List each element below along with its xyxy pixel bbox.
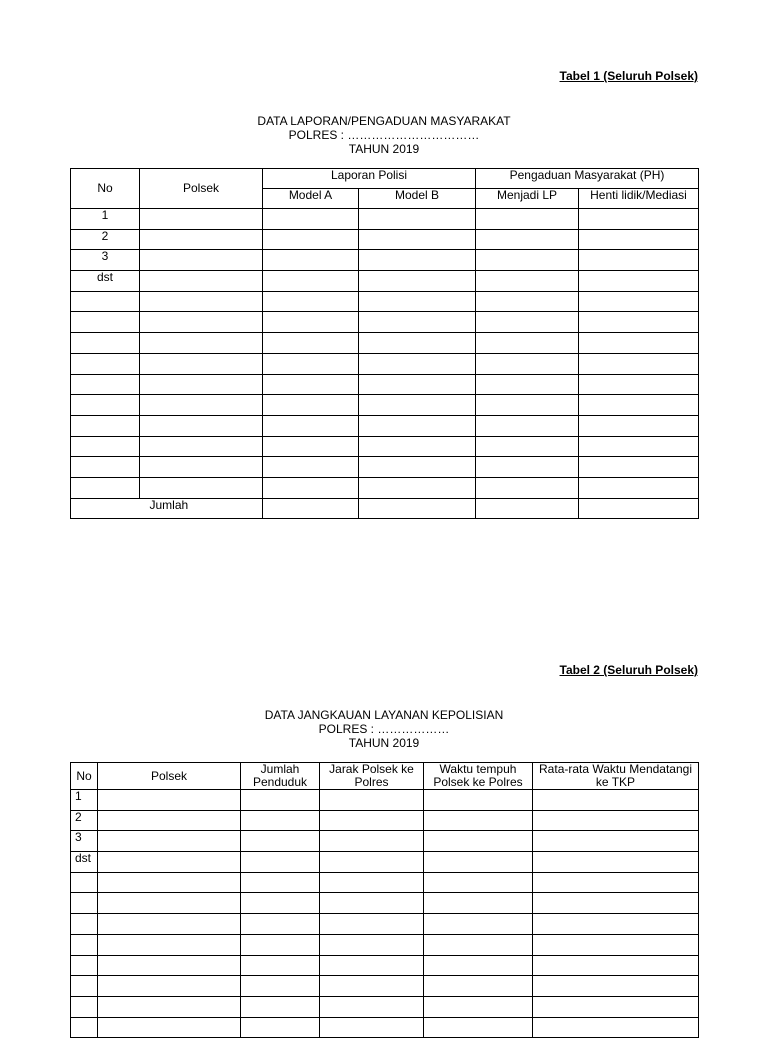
table-cell[interactable] bbox=[241, 934, 320, 955]
row-number bbox=[71, 976, 98, 997]
table-cell[interactable] bbox=[263, 312, 359, 333]
table-row bbox=[71, 893, 699, 914]
header-polsek: Polsek bbox=[140, 169, 263, 209]
table-cell[interactable] bbox=[98, 810, 241, 831]
table-cell[interactable] bbox=[320, 934, 424, 955]
table-row bbox=[71, 209, 699, 230]
table-cell[interactable] bbox=[241, 976, 320, 997]
table-cell[interactable] bbox=[533, 872, 699, 893]
table-cell[interactable] bbox=[476, 333, 579, 354]
table-cell[interactable] bbox=[140, 333, 263, 354]
table-cell[interactable] bbox=[241, 996, 320, 1017]
table-row bbox=[71, 831, 699, 852]
total-label bbox=[140, 498, 263, 519]
table-cell[interactable] bbox=[98, 1017, 241, 1038]
table1-header-row bbox=[71, 169, 699, 189]
table2-title-block bbox=[0, 708, 768, 750]
table-cell[interactable] bbox=[579, 271, 699, 292]
table-cell[interactable] bbox=[140, 271, 263, 292]
table-cell[interactable] bbox=[320, 914, 424, 935]
row-number bbox=[71, 914, 98, 935]
table-cell[interactable] bbox=[359, 374, 476, 395]
total-spacer bbox=[71, 498, 140, 519]
table-cell[interactable] bbox=[359, 436, 476, 457]
row-number: 3 bbox=[71, 831, 98, 852]
table-cell[interactable] bbox=[98, 934, 241, 955]
header-no: No bbox=[71, 169, 140, 209]
table1-body bbox=[71, 209, 699, 499]
table-cell[interactable] bbox=[533, 996, 699, 1017]
table-cell[interactable] bbox=[579, 395, 699, 416]
table1-title-line: DATA LAPORAN/PENGADUAN MASYARAKAT bbox=[257, 114, 511, 128]
table-cell[interactable] bbox=[140, 374, 263, 395]
table-row bbox=[71, 415, 699, 436]
table-cell[interactable] bbox=[359, 291, 476, 312]
table-row bbox=[71, 872, 699, 893]
table-cell[interactable] bbox=[241, 893, 320, 914]
table-cell[interactable] bbox=[98, 790, 241, 811]
header-model-b: Model B bbox=[359, 189, 476, 209]
table-cell[interactable] bbox=[263, 250, 359, 271]
table-cell[interactable] bbox=[579, 353, 699, 374]
header-no: No bbox=[71, 763, 98, 790]
header-polsek: Polsek bbox=[98, 763, 241, 790]
table-cell[interactable] bbox=[359, 312, 476, 333]
table-row bbox=[71, 333, 699, 354]
table-cell[interactable] bbox=[424, 934, 533, 955]
table-cell[interactable] bbox=[98, 893, 241, 914]
header-menjadi-lp: Menjadi LP bbox=[476, 189, 579, 209]
table-cell[interactable] bbox=[140, 229, 263, 250]
table-cell[interactable] bbox=[579, 333, 699, 354]
table-cell[interactable] bbox=[140, 291, 263, 312]
table-row bbox=[71, 810, 699, 831]
table-cell[interactable] bbox=[476, 477, 579, 498]
table-cell[interactable] bbox=[579, 291, 699, 312]
table-cell[interactable] bbox=[533, 831, 699, 852]
table-cell[interactable] bbox=[263, 477, 359, 498]
table-cell[interactable] bbox=[579, 477, 699, 498]
table-row bbox=[71, 395, 699, 416]
table-cell[interactable] bbox=[241, 790, 320, 811]
row-number bbox=[71, 353, 140, 374]
header-model-a: Model A bbox=[263, 189, 359, 209]
row-number: 3 bbox=[71, 250, 140, 271]
table-cell[interactable] bbox=[263, 498, 359, 519]
table2-header-row bbox=[71, 763, 699, 790]
row-number: 2 bbox=[71, 810, 98, 831]
table-cell[interactable] bbox=[241, 872, 320, 893]
row-number bbox=[71, 893, 98, 914]
table-cell[interactable] bbox=[359, 250, 476, 271]
table-cell[interactable] bbox=[476, 250, 579, 271]
table-cell[interactable] bbox=[476, 395, 579, 416]
table-cell[interactable] bbox=[98, 872, 241, 893]
table1-caption: Tabel 1 (Seluruh Polsek) bbox=[559, 69, 698, 83]
row-number: dst bbox=[71, 852, 98, 873]
table-cell[interactable] bbox=[241, 914, 320, 935]
table-cell[interactable] bbox=[359, 477, 476, 498]
table-cell[interactable] bbox=[533, 914, 699, 935]
table1 bbox=[70, 168, 699, 519]
table-cell[interactable] bbox=[140, 436, 263, 457]
table-cell[interactable] bbox=[263, 374, 359, 395]
table2-caption: Tabel 2 (Seluruh Polsek) bbox=[559, 663, 698, 677]
table-cell[interactable] bbox=[241, 955, 320, 976]
table-cell[interactable] bbox=[320, 872, 424, 893]
table-cell[interactable] bbox=[424, 852, 533, 873]
table-cell[interactable] bbox=[359, 415, 476, 436]
table-cell[interactable] bbox=[263, 333, 359, 354]
table-cell[interactable] bbox=[359, 353, 476, 374]
table-row bbox=[71, 790, 699, 811]
table-cell[interactable] bbox=[98, 976, 241, 997]
table-cell[interactable] bbox=[140, 209, 263, 230]
table-cell[interactable] bbox=[476, 312, 579, 333]
table-cell[interactable] bbox=[424, 955, 533, 976]
table-cell[interactable] bbox=[533, 852, 699, 873]
table-row bbox=[71, 1017, 699, 1038]
table-cell[interactable] bbox=[263, 457, 359, 478]
table-row bbox=[71, 312, 699, 333]
table-cell[interactable] bbox=[579, 250, 699, 271]
row-number bbox=[71, 436, 140, 457]
table-cell[interactable] bbox=[533, 934, 699, 955]
table-cell[interactable] bbox=[424, 893, 533, 914]
table-row bbox=[71, 976, 699, 997]
table-cell[interactable] bbox=[263, 271, 359, 292]
table-cell[interactable] bbox=[320, 955, 424, 976]
row-number bbox=[71, 395, 140, 416]
row-number: 2 bbox=[71, 229, 140, 250]
table-cell[interactable] bbox=[241, 1017, 320, 1038]
table-cell[interactable] bbox=[263, 353, 359, 374]
table-cell[interactable] bbox=[476, 415, 579, 436]
table-cell[interactable] bbox=[359, 209, 476, 230]
table2 bbox=[70, 762, 699, 1038]
header-waktu-tempuh: Waktu tempuh Polsek ke Polres bbox=[424, 763, 533, 790]
table-row bbox=[71, 852, 699, 873]
table-row bbox=[71, 934, 699, 955]
table-cell[interactable] bbox=[241, 852, 320, 873]
row-number bbox=[71, 477, 140, 498]
table-row bbox=[71, 477, 699, 498]
table-cell[interactable] bbox=[241, 831, 320, 852]
row-number bbox=[71, 333, 140, 354]
header-jarak: Jarak Polsek ke Polres bbox=[320, 763, 424, 790]
table-cell[interactable] bbox=[320, 810, 424, 831]
table-cell[interactable] bbox=[476, 353, 579, 374]
table-row bbox=[71, 229, 699, 250]
table-cell[interactable] bbox=[263, 291, 359, 312]
table-cell[interactable] bbox=[359, 333, 476, 354]
row-number bbox=[71, 415, 140, 436]
row-number: 1 bbox=[71, 209, 140, 230]
table-cell[interactable] bbox=[140, 353, 263, 374]
table2-body bbox=[71, 790, 699, 1038]
table-cell[interactable] bbox=[140, 477, 263, 498]
table-row bbox=[71, 271, 699, 292]
table-cell[interactable] bbox=[476, 436, 579, 457]
table-cell[interactable] bbox=[263, 395, 359, 416]
table-cell[interactable] bbox=[98, 852, 241, 873]
row-number bbox=[71, 374, 140, 395]
row-number bbox=[71, 934, 98, 955]
table-cell[interactable] bbox=[424, 1017, 533, 1038]
table-cell[interactable] bbox=[424, 976, 533, 997]
row-number bbox=[71, 312, 140, 333]
table-cell[interactable] bbox=[579, 498, 699, 519]
table1-title-line: POLRES : …………………………… bbox=[288, 128, 480, 142]
table-cell[interactable] bbox=[424, 810, 533, 831]
header-rata-rata: Rata-rata Waktu Mendatangi ke TKP bbox=[533, 763, 699, 790]
row-number bbox=[71, 872, 98, 893]
row-number bbox=[71, 291, 140, 312]
table2-title-line: TAHUN 2019 bbox=[348, 736, 420, 750]
table-cell[interactable] bbox=[579, 436, 699, 457]
table-cell[interactable] bbox=[579, 229, 699, 250]
table-cell[interactable] bbox=[476, 498, 579, 519]
total-label-text: Jumlah bbox=[149, 498, 189, 512]
table-cell[interactable] bbox=[476, 374, 579, 395]
table1-title-block bbox=[0, 114, 768, 156]
header-henti: Henti lidik/Mediasi bbox=[579, 189, 699, 209]
table-row bbox=[71, 250, 699, 271]
table-row bbox=[71, 291, 699, 312]
row-number: 1 bbox=[71, 790, 98, 811]
table-cell[interactable] bbox=[424, 872, 533, 893]
table-cell[interactable] bbox=[533, 1017, 699, 1038]
table-cell[interactable] bbox=[359, 457, 476, 478]
table-cell[interactable] bbox=[579, 457, 699, 478]
table-cell[interactable] bbox=[263, 209, 359, 230]
table-cell[interactable] bbox=[476, 271, 579, 292]
table-cell[interactable] bbox=[320, 893, 424, 914]
header-laporan-polisi: Laporan Polisi bbox=[263, 169, 476, 189]
row-number bbox=[71, 1017, 98, 1038]
table-cell[interactable] bbox=[533, 810, 699, 831]
table-cell[interactable] bbox=[241, 810, 320, 831]
row-number: dst bbox=[71, 271, 140, 292]
table-cell[interactable] bbox=[140, 312, 263, 333]
table-cell[interactable] bbox=[533, 893, 699, 914]
table-cell[interactable] bbox=[579, 374, 699, 395]
row-number bbox=[71, 955, 98, 976]
table-cell[interactable] bbox=[579, 312, 699, 333]
table-cell[interactable] bbox=[263, 229, 359, 250]
table-row bbox=[71, 996, 699, 1017]
table-cell[interactable] bbox=[320, 831, 424, 852]
table-cell[interactable] bbox=[359, 229, 476, 250]
table-cell[interactable] bbox=[98, 955, 241, 976]
table-cell[interactable] bbox=[424, 996, 533, 1017]
row-number bbox=[71, 457, 140, 478]
table-cell[interactable] bbox=[424, 831, 533, 852]
table-row bbox=[71, 374, 699, 395]
table-row bbox=[71, 955, 699, 976]
table-cell[interactable] bbox=[320, 790, 424, 811]
table-cell[interactable] bbox=[263, 436, 359, 457]
table-cell[interactable] bbox=[424, 790, 533, 811]
table-cell[interactable] bbox=[476, 229, 579, 250]
table-cell[interactable] bbox=[533, 976, 699, 997]
table-cell[interactable] bbox=[320, 1017, 424, 1038]
table-cell[interactable] bbox=[140, 415, 263, 436]
header-pengaduan: Pengaduan Masyarakat (PH) bbox=[476, 169, 699, 189]
table-cell[interactable] bbox=[98, 996, 241, 1017]
table-cell[interactable] bbox=[140, 395, 263, 416]
table-row bbox=[71, 457, 699, 478]
table-cell[interactable] bbox=[533, 955, 699, 976]
table-cell[interactable] bbox=[140, 457, 263, 478]
table-cell[interactable] bbox=[140, 250, 263, 271]
table-cell[interactable] bbox=[579, 415, 699, 436]
table-cell[interactable] bbox=[320, 976, 424, 997]
table2-title-line: DATA JANGKAUAN LAYANAN KEPOLISIAN bbox=[264, 708, 504, 722]
table-row bbox=[71, 436, 699, 457]
table-cell[interactable] bbox=[476, 291, 579, 312]
table-cell[interactable] bbox=[359, 271, 476, 292]
table-cell[interactable] bbox=[533, 790, 699, 811]
header-jumlah-penduduk: Jumlah Penduduk bbox=[241, 763, 320, 790]
table-cell[interactable] bbox=[263, 415, 359, 436]
table1-title-line: TAHUN 2019 bbox=[348, 142, 420, 156]
table-cell[interactable] bbox=[98, 831, 241, 852]
table-cell[interactable] bbox=[476, 209, 579, 230]
table-cell[interactable] bbox=[476, 457, 579, 478]
table-cell[interactable] bbox=[579, 209, 699, 230]
table-cell[interactable] bbox=[320, 852, 424, 873]
table1-total-row bbox=[71, 498, 699, 519]
table-cell[interactable] bbox=[359, 498, 476, 519]
table2-title-line: POLRES : ……………… bbox=[318, 722, 450, 736]
table-row bbox=[71, 914, 699, 935]
table-cell[interactable] bbox=[424, 914, 533, 935]
row-number bbox=[71, 996, 98, 1017]
table-cell[interactable] bbox=[98, 914, 241, 935]
table-row bbox=[71, 353, 699, 374]
table-cell[interactable] bbox=[320, 996, 424, 1017]
table-cell[interactable] bbox=[359, 395, 476, 416]
